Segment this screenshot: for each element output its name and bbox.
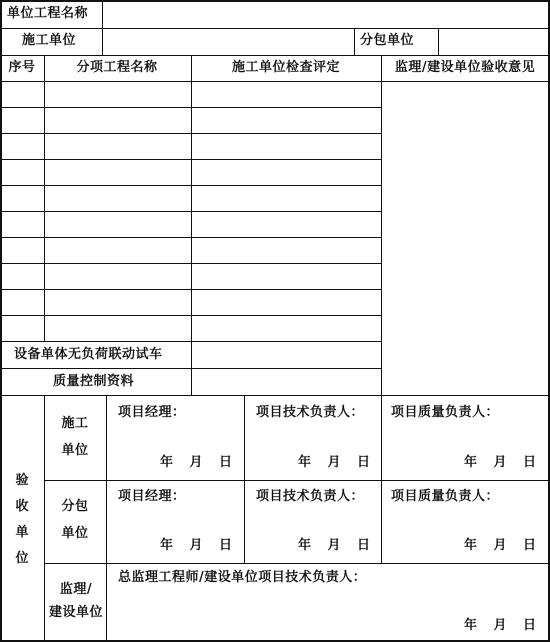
column-header-seq: 序号 <box>8 60 36 75</box>
col-line <box>381 395 382 563</box>
date-line <box>464 618 537 634</box>
supervision-unit-label-line1: 监理/ <box>59 582 93 597</box>
row-line <box>0 81 550 82</box>
col-line <box>438 28 439 55</box>
day-label: 日 <box>357 538 371 553</box>
month-label: 月 <box>327 455 342 470</box>
col-line <box>381 55 382 395</box>
acceptance-unit-title <box>12 468 32 572</box>
subcontract-unit-label: 分包单位 <box>360 33 415 48</box>
year-label: 年 <box>464 455 478 470</box>
date-line <box>160 538 233 554</box>
column-header-supervision-opinion: 监理/建设单位验收意见 <box>394 60 536 75</box>
row-line <box>0 55 550 56</box>
date-line <box>464 455 537 471</box>
acceptance-title-char: 收 <box>15 499 29 514</box>
construction-tech-lead-label: 项目技术负责人： <box>256 405 365 420</box>
quality-docs-label: 质量控制资料 <box>53 374 135 389</box>
year-label: 年 <box>160 455 174 470</box>
month-label: 月 <box>189 455 204 470</box>
col-line <box>102 0 103 28</box>
day-label: 日 <box>523 455 537 470</box>
acceptance-title-char: 单 <box>15 525 29 540</box>
construction-quality-lead-label: 项目质量负责人： <box>391 405 500 420</box>
subcontract-unit-label-line2: 单位 <box>61 526 89 541</box>
day-label: 日 <box>219 455 233 470</box>
col-line <box>44 55 45 341</box>
border-left <box>0 0 2 642</box>
year-label: 年 <box>298 538 312 553</box>
year-label: 年 <box>464 538 478 553</box>
border-top <box>0 0 550 2</box>
col-line <box>102 28 103 55</box>
col-line <box>191 55 192 395</box>
construction-unit-label-line2: 单位 <box>61 443 89 458</box>
subcontract-tech-lead-label: 项目技术负责人： <box>256 489 365 504</box>
day-label: 日 <box>523 538 537 553</box>
date-line <box>298 538 371 554</box>
day-label: 日 <box>523 618 537 633</box>
date-line <box>298 455 371 471</box>
date-line <box>160 455 233 471</box>
day-label: 日 <box>219 538 233 553</box>
col-line <box>44 395 45 642</box>
col-line <box>106 395 107 642</box>
day-label: 日 <box>357 455 371 470</box>
year-label: 年 <box>160 538 174 553</box>
month-label: 月 <box>189 538 204 553</box>
row-line <box>0 28 550 29</box>
year-label: 年 <box>464 618 478 633</box>
column-header-item-name: 分项工程名称 <box>76 60 158 75</box>
row-line <box>44 480 550 481</box>
subcontract-quality-lead-label: 项目质量负责人： <box>391 489 500 504</box>
trial-run-label: 设备单体无负荷联动试车 <box>14 347 163 362</box>
construction-unit-label: 施工单位 <box>22 33 77 48</box>
column-header-construction-check: 施工单位检查评定 <box>231 60 341 75</box>
month-label: 月 <box>493 538 508 553</box>
row-line <box>44 563 550 564</box>
month-label: 月 <box>327 538 342 553</box>
col-line <box>244 395 245 563</box>
month-label: 月 <box>493 455 508 470</box>
supervision-unit-label-line2: 建设单位 <box>48 605 104 620</box>
construction-unit-label-line1: 施工 <box>61 416 89 431</box>
month-label: 月 <box>493 618 508 633</box>
row-line <box>0 395 550 396</box>
acceptance-title-char: 位 <box>15 551 29 566</box>
col-line <box>354 28 355 55</box>
acceptance-title-char: 验 <box>15 473 29 488</box>
unit-project-name-label: 单位工程名称 <box>7 6 89 21</box>
chief-supervisor-label: 总监理工程师/建设单位项目技术负责人： <box>118 570 367 585</box>
subcontract-unit-label-line1: 分包 <box>61 499 89 514</box>
year-label: 年 <box>298 455 312 470</box>
date-line <box>464 538 537 554</box>
construction-project-manager-label: 项目经理： <box>118 405 186 420</box>
subcontract-project-manager-label: 项目经理： <box>118 489 186 504</box>
